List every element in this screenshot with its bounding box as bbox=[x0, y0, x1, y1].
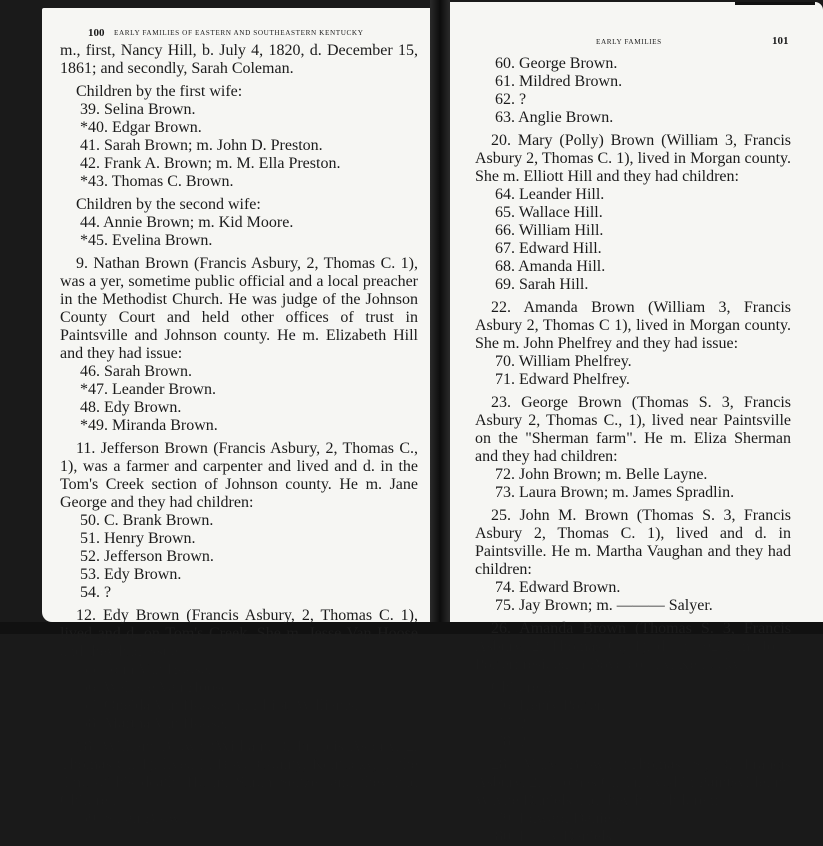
genealogy-paragraph: 26. Amanda Brown (Thomas S. 3, Francis Asbury, 2, Thomas C., 1), d. in 1927; m. John Porter; resided in Boyd county, Kentucky. bbox=[475, 620, 791, 673]
child-list-item: 63. Anglie Brown. bbox=[495, 109, 614, 126]
genealogy-paragraph: 12. Edy Brown (Francis Asbury, 2, Thomas C. 1), lived and d. on Tom's Creek. She m. Jesse Van Hoose and they had issue: bbox=[60, 607, 418, 660]
child-list-item: 51. Henry Brown. bbox=[80, 530, 196, 547]
child-list-item: 61. Mildred Brown. bbox=[495, 73, 623, 90]
text-line: Children: bbox=[491, 679, 552, 696]
child-list-item: 50. C. Brank Brown. bbox=[80, 512, 214, 529]
child-list-item: 71. Edward Phelfrey. bbox=[495, 371, 630, 388]
child-list-item: 72. John Brown; m. Belle Layne. bbox=[495, 466, 708, 483]
right-page-number: 101 bbox=[772, 35, 789, 47]
text-line: m., first, Nancy Hill, b. July 4, 1820, d. December 15, 1861; and secondly, Sarah Coleman. bbox=[60, 42, 418, 77]
child-list-item: 65. Wallace Hill. bbox=[495, 204, 603, 221]
child-list-item: 78. ? bbox=[495, 733, 527, 750]
genealogy-paragraph: 20. Mary (Polly) Brown (William 3, Francis Asbury 2, Thomas C. 1), lived in Morgan county. She m. Elliott Hill and they had children: bbox=[475, 132, 791, 185]
child-list-item: 42. Frank A. Brown; m. M. Ella Preston. bbox=[80, 155, 341, 172]
genealogy-paragraph: 28. Mary Brown (Thomas S., 3, Francis Asbury, 2, Thomas C., 1), lived in Paintsville; m. Wayne Daniels and they had children: bbox=[475, 756, 791, 809]
child-list-item: 74. Edward Brown. bbox=[495, 579, 621, 596]
left-page-text bbox=[60, 42, 418, 828]
child-list-item: 73. Laura Brown; m. James Spradlin. bbox=[495, 484, 735, 501]
genealogy-paragraph: 23. George Brown (Thomas S. 3, Francis Asbury 2, Thomas C., 1), lived near Paintsville on the "Sherman farm". He m. Eliza Sherman and they had children: bbox=[475, 394, 791, 465]
child-list-item: 46. Sarah Brown. bbox=[80, 363, 192, 380]
child-list-item: 54. ? bbox=[80, 584, 112, 601]
left-running-head: EARLY FAMILIES OF EASTERN AND SOUTHEASTERN KENTUCKY bbox=[114, 29, 364, 37]
child-list-item: 66. William Hill. bbox=[495, 222, 604, 239]
child-list-item: 41. Sarah Brown; m. John D. Preston. bbox=[80, 137, 323, 154]
child-list-item: 62. ? bbox=[495, 91, 527, 108]
child-list-item: 68. Amanda Hill. bbox=[495, 258, 606, 275]
child-list-item: 76. Henry Porter. bbox=[495, 697, 606, 714]
child-list-item: 58. Martha Van Hoose. bbox=[80, 715, 228, 732]
child-list-item: 55. John Van Hoose. bbox=[80, 661, 212, 678]
child-list-item: 79. Edward Daniels. bbox=[495, 810, 626, 827]
scan-edge-mark bbox=[735, 2, 815, 5]
child-list-item: *49. Miranda Brown. bbox=[80, 417, 218, 434]
right-page-text bbox=[475, 55, 791, 846]
child-list-item: 44. Annie Brown; m. Kid Moore. bbox=[80, 214, 294, 231]
child-list-item: 53. Edy Brown. bbox=[80, 566, 182, 583]
child-list-item: 64. Leander Hill. bbox=[495, 186, 605, 203]
child-list-item: *47. Leander Brown. bbox=[80, 381, 216, 398]
left-page-number: 100 bbox=[88, 27, 105, 39]
child-list-item: 75. Jay Brown; m. ——— Salyer. bbox=[495, 597, 713, 614]
child-list-item: 70. William Phelfrey. bbox=[495, 353, 632, 370]
child-list-item: 56. Wallace Van Hoose. bbox=[80, 679, 233, 696]
genealogy-paragraph: 25. John M. Brown (Thomas S. 3, Francis Asbury 2, Thomas C. 1), lived and d. in Paintsville. He m. Martha Vaughan and they had children: bbox=[475, 507, 791, 578]
text-line: Children by the second wife: bbox=[76, 196, 261, 213]
child-list-item: *45. Evelina Brown. bbox=[80, 232, 213, 249]
genealogy-paragraph: 9. Nathan Brown (Francis Asbury, 2, Thomas C. 1), was a yer, sometime public official and a local preacher in the Methodist Church. He was judge of the Johnson County Court and held other offices of trust in Paintsville and Johnson county. He m. Elizabeth Hill and they had issue: bbox=[60, 255, 418, 362]
genealogy-paragraph: 22. Amanda Brown (William 3, Francis Asbury 2, Thomas C 1), lived in Morgan county. She m. John Phelfrey and they had issue: bbox=[475, 299, 791, 352]
child-list-item: 57. Oneida Van Hoose; m. Elliott Williams. bbox=[80, 697, 359, 714]
child-list-item: 69. Sarah Hill. bbox=[495, 276, 589, 293]
genealogy-paragraph: 11. Jefferson Brown (Francis Asbury, 2, Thomas C., 1), was a farmer and carpenter and lived and d. in the Tom's Creek section of Johnson county. He m. Jane George and they had children: bbox=[60, 440, 418, 511]
child-list-item: 77. ? bbox=[495, 715, 527, 732]
child-list-item: 39. Selina Brown. bbox=[80, 101, 196, 118]
right-running-head: EARLY FAMILIES bbox=[596, 38, 662, 46]
child-list-item: 60. George Brown. bbox=[495, 55, 618, 72]
text-line: Children by the first wife: bbox=[76, 83, 243, 100]
child-list-item: 80. Fanny Daniels. bbox=[495, 828, 616, 845]
child-list-item: *43. Thomas C. Brown. bbox=[80, 173, 234, 190]
child-list-item: 52. Jefferson Brown. bbox=[80, 548, 214, 565]
child-list-item: *40. Edgar Brown. bbox=[80, 119, 202, 136]
child-list-item: 67. Edward Hill. bbox=[495, 240, 602, 257]
child-list-item: 48. Edy Brown. bbox=[80, 399, 182, 416]
child-list-item: 59. Sarah Brown. bbox=[80, 810, 192, 827]
genealogy-paragraph: 18. William Brown (William, 3, Francis Asbury, 2, Thomas C., 1), lived in Boyd County, Kentucky, at the time of his death. He m. Sarah Seltzer and they had Children. bbox=[60, 738, 418, 809]
book-gutter bbox=[430, 0, 450, 634]
